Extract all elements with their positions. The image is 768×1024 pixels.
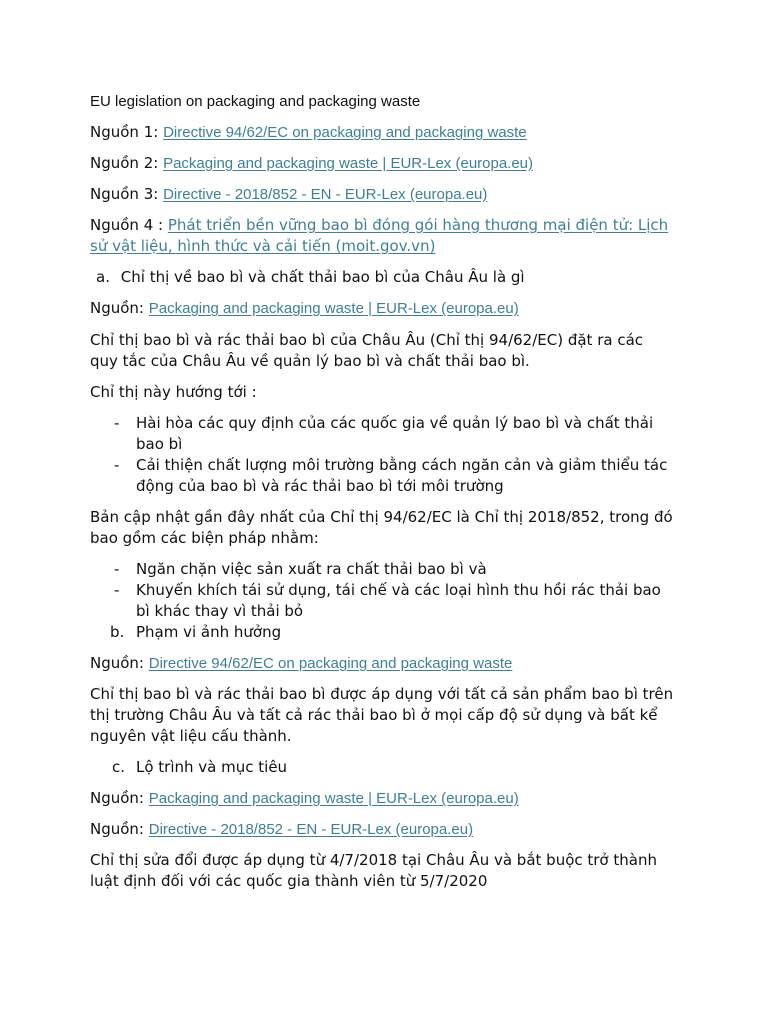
section-b-para-line1: Chỉ thị bao bì và rác thải bao bì được áp dụng với tất cả sản phẩm bao bì trên (90, 685, 674, 703)
source-4-cont (90, 236, 435, 257)
section-c-source-2 (90, 819, 473, 840)
source-3-link[interactable]: Directive - 2018/852 - EN - EUR-Lex (europa.eu) (163, 186, 488, 203)
section-c-heading: Lộ trình và mục tiêu (136, 758, 288, 776)
section-c-source-1-link[interactable]: Packaging and packaging waste | EUR-Lex (europa.eu) (148, 790, 519, 807)
bullet-2-1-marker: - (114, 560, 120, 578)
source-3-label: Nguồn 3: (90, 185, 164, 203)
source-1 (90, 122, 527, 143)
section-a-para1-line1: Chỉ thị bao bì và rác thải bao bì của Châu Âu (Chỉ thị 94/62/EC) đặt ra các (90, 331, 644, 349)
source-4-link-line1[interactable]: Phát triển bền vững bao bì đóng gói hàng thương mại điện tử: Lịch (167, 216, 669, 234)
source-4-label: Nguồn 4 : (90, 216, 168, 234)
section-a-heading (90, 267, 690, 288)
source-1-label: Nguồn 1: (90, 123, 164, 141)
section-a-para1-line2: quy tắc của Châu Âu về quản lý bao bì và chất thải bao bì. (90, 352, 530, 370)
section-c-source-2-link[interactable]: Directive - 2018/852 - EN - EUR-Lex (europa.eu) (148, 821, 474, 838)
section-a-para3-line2: bao gồm các biện pháp nhằm: (90, 529, 319, 547)
section-c-para-line2: luật định đối với các quốc gia thành viên từ 5/7/2020 (90, 872, 488, 890)
section-a-marker: a. (96, 268, 110, 286)
bullet-1-1-marker: - (114, 414, 120, 432)
source-2-link[interactable]: Packaging and packaging waste | EUR-Lex (europa.eu) (163, 155, 534, 172)
source-2-label: Nguồn 2: (90, 154, 164, 172)
bullet-2-1-line1: Ngăn chặn việc sản xuất ra chất thải bao bì và (136, 560, 487, 578)
section-a-source (90, 298, 519, 319)
document-title: EU legislation on packaging and packaging waste (90, 93, 421, 110)
bullet-1-1-line2: bao bì (136, 435, 183, 453)
section-a-heading-text: Chỉ thị về bao bì và chất thải bao bì của Châu Âu là gì (120, 268, 525, 286)
bullet-1-2-line2: động của bao bì và rác thải bao bì tới môi trường (136, 477, 504, 495)
section-c-source-2-label: Nguồn: (90, 820, 149, 838)
section-c-para-line1: Chỉ thị sửa đổi được áp dụng từ 4/7/2018 tại Châu Âu và bắt buộc trở thành (90, 851, 657, 869)
source-4 (90, 215, 668, 236)
section-a-source-link[interactable]: Packaging and packaging waste | EUR-Lex (europa.eu) (148, 300, 519, 317)
bullet-1-2-line1: Cải thiện chất lượng môi trường bằng cách ngăn cản và giảm thiểu tác (136, 456, 668, 474)
section-a-para2: Chỉ thị này hướng tới : (90, 383, 257, 401)
bullet-2-2-line2: bì khác thay vì thải bỏ (136, 602, 304, 620)
section-b-source-link[interactable]: Directive 94/62/EC on packaging and packaging waste (148, 655, 513, 672)
section-b-para-line3: nguyên vật liệu cấu thành. (90, 727, 292, 745)
section-b-marker: b. (110, 623, 125, 641)
section-a-source-label: Nguồn: (90, 299, 149, 317)
bullet-2-2-marker: - (114, 581, 120, 599)
section-b-source-label: Nguồn: (90, 654, 149, 672)
section-c-source-1-label: Nguồn: (90, 789, 149, 807)
source-2 (90, 153, 533, 174)
source-3 (90, 184, 487, 205)
source-1-link[interactable]: Directive 94/62/EC on packaging and packaging waste (163, 124, 527, 141)
section-b-source (90, 653, 512, 674)
source-4-link-line2[interactable]: sử vật liệu, hình thức và cải tiến (moit.gov.vn) (90, 237, 436, 255)
section-c-marker: c. (112, 758, 126, 776)
section-b-heading: Phạm vi ảnh hưởng (136, 623, 282, 641)
section-a-para3-line1: Bản cập nhật gần đây nhất của Chỉ thị 94/62/EC là Chỉ thị 2018/852, trong đó (90, 508, 673, 526)
section-b-para-line2: thị trường Châu Âu và tất cả rác thải bao bì ở mọi cấp độ sử dụng và bất kể (90, 706, 658, 724)
bullet-1-1-line1: Hài hòa các quy định của các quốc gia về quản lý bao bì và chất thải (136, 414, 654, 432)
bullet-1-2-marker: - (114, 456, 120, 474)
bullet-2-2-line1: Khuyến khích tái sử dụng, tái chế và các loại hình thu hồi rác thải bao (136, 581, 661, 599)
section-c-source-1 (90, 788, 519, 809)
